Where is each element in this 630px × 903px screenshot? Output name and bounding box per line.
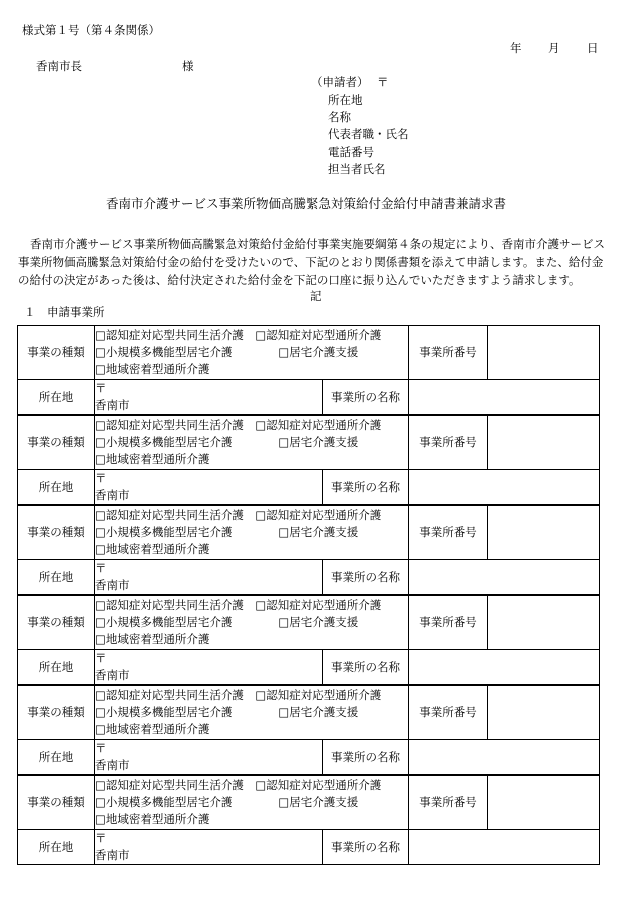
location-field[interactable] [95, 740, 323, 776]
office-no-field[interactable] [488, 775, 600, 830]
label-location: 所在地 [18, 470, 95, 506]
ki-label: 記 [310, 289, 322, 303]
postal-mark: 〒 [95, 651, 107, 665]
city-name: 香南市 [95, 398, 130, 412]
type-options [95, 595, 409, 650]
option-kyotaku[interactable]: □居宅介護支援 [278, 435, 359, 449]
label-office-name: 事業所の名称 [323, 830, 409, 865]
option-tsusho[interactable]: □認知症対応型通所介護 [255, 328, 382, 342]
label-location: 所在地 [18, 830, 95, 865]
label-office-no: 事業所番号 [409, 595, 488, 650]
label-location: 所在地 [18, 740, 95, 776]
table-row [18, 470, 600, 506]
type-options [95, 415, 409, 470]
office-no-field[interactable] [488, 505, 600, 560]
label-office-name: 事業所の名称 [323, 650, 409, 686]
date-month: 月 [548, 41, 560, 55]
addressee: 香南市長 [36, 59, 82, 73]
office-no-field[interactable] [488, 685, 600, 740]
postal-mark: 〒 [95, 831, 107, 845]
label-location: 所在地 [18, 650, 95, 686]
label-type: 事業の種類 [18, 326, 95, 380]
option-tsusho[interactable]: □認知症対応型通所介護 [255, 778, 382, 792]
table-row [18, 380, 600, 416]
option-kyodo[interactable]: □認知症対応型共同生活介護 [95, 598, 244, 612]
table-row [18, 775, 600, 830]
city-name: 香南市 [95, 758, 130, 772]
applicant-field-representative: 代表者職・氏名 [328, 127, 409, 141]
location-field[interactable] [95, 830, 323, 865]
option-kyotaku[interactable]: □居宅介護支援 [278, 525, 359, 539]
label-type: 事業の種類 [18, 685, 95, 740]
office-name-field[interactable] [409, 650, 600, 686]
option-shokibo[interactable]: □小規模多機能型居宅介護 [95, 435, 233, 449]
city-name: 香南市 [95, 578, 130, 592]
applicant-field-phone: 電話番号 [328, 145, 374, 159]
form-number: 様式第１号（第４条関係） [22, 23, 160, 37]
option-kyodo[interactable]: □認知症対応型共同生活介護 [95, 508, 244, 522]
city-name: 香南市 [95, 848, 130, 862]
table-row [18, 650, 600, 686]
label-office-no: 事業所番号 [409, 775, 488, 830]
office-name-field[interactable] [409, 470, 600, 506]
applicant-field-address: 所在地 [328, 93, 363, 107]
option-kyodo[interactable]: □認知症対応型共同生活介護 [95, 778, 244, 792]
label-location: 所在地 [18, 560, 95, 596]
option-kyotaku[interactable]: □居宅介護支援 [278, 345, 359, 359]
option-shokibo[interactable]: □小規模多機能型居宅介護 [95, 525, 233, 539]
label-office-name: 事業所の名称 [323, 560, 409, 596]
label-office-name: 事業所の名称 [323, 470, 409, 506]
label-type: 事業の種類 [18, 595, 95, 650]
type-options [95, 505, 409, 560]
option-tsusho[interactable]: □認知症対応型通所介護 [255, 688, 382, 702]
date-day: 日 [587, 41, 599, 55]
honorific: 様 [182, 59, 194, 73]
office-no-field[interactable] [488, 415, 600, 470]
option-kyotaku[interactable]: □居宅介護支援 [278, 705, 359, 719]
document-body: 香南市介護サービス事業所物価高騰緊急対策給付金給付事業実施要綱第４条の規定により、香南市介護サービス事業所物価高騰緊急対策給付金の給付を受けたいので、下記のとおり関係書類を添えて申請します。また、給付金の給付の決定があった後は、給付決定された給付金を下記の口座に振り込んでいただきますよう請求します。 [18, 237, 605, 287]
option-shokibo[interactable]: □小規模多機能型居宅介護 [95, 615, 233, 629]
label-office-no: 事業所番号 [409, 685, 488, 740]
label-location: 所在地 [18, 380, 95, 416]
option-tsusho[interactable]: □認知症対応型通所介護 [255, 598, 382, 612]
option-kyodo[interactable]: □認知症対応型共同生活介護 [95, 688, 244, 702]
option-chiiki[interactable]: □地域密着型通所介護 [95, 632, 210, 646]
option-kyotaku[interactable]: □居宅介護支援 [278, 795, 359, 809]
option-shokibo[interactable]: □小規模多機能型居宅介護 [95, 705, 233, 719]
table-row [18, 505, 600, 560]
option-kyotaku[interactable]: □居宅介護支援 [278, 615, 359, 629]
option-chiiki[interactable]: □地域密着型通所介護 [95, 542, 210, 556]
type-options [95, 326, 409, 380]
type-options [95, 775, 409, 830]
office-name-field[interactable] [409, 380, 600, 416]
office-no-field[interactable] [488, 595, 600, 650]
location-field[interactable] [95, 470, 323, 506]
office-name-field[interactable] [409, 740, 600, 776]
postal-mark: 〒 [95, 741, 107, 755]
location-field[interactable] [95, 560, 323, 596]
label-type: 事業の種類 [18, 775, 95, 830]
table-row [18, 595, 600, 650]
postal-mark: 〒 [95, 561, 107, 575]
option-kyodo[interactable]: □認知症対応型共同生活介護 [95, 328, 244, 342]
option-shokibo[interactable]: □小規模多機能型居宅介護 [95, 345, 233, 359]
label-office-no: 事業所番号 [409, 415, 488, 470]
office-no-field[interactable] [488, 326, 600, 380]
label-office-name: 事業所の名称 [323, 740, 409, 776]
label-office-no: 事業所番号 [409, 505, 488, 560]
option-chiiki[interactable]: □地域密着型通所介護 [95, 452, 210, 466]
postal-mark: 〒 [95, 381, 107, 395]
table-row [18, 685, 600, 740]
applicant-field-contact: 担当者氏名 [328, 162, 386, 176]
date-year: 年 [510, 41, 522, 55]
office-table [17, 325, 600, 865]
option-kyodo[interactable]: □認知症対応型共同生活介護 [95, 418, 244, 432]
option-shokibo[interactable]: □小規模多機能型居宅介護 [95, 795, 233, 809]
applicant-field-name: 名称 [328, 110, 351, 124]
location-field[interactable] [95, 650, 323, 686]
applicant-heading: （申請者） [311, 75, 369, 89]
label-type: 事業の種類 [18, 505, 95, 560]
label-office-name: 事業所の名称 [323, 380, 409, 416]
office-name-field[interactable] [409, 830, 600, 865]
office-name-field[interactable] [409, 560, 600, 596]
location-field[interactable] [95, 380, 323, 416]
table-row [18, 560, 600, 596]
label-type: 事業の種類 [18, 415, 95, 470]
table-row [18, 740, 600, 776]
city-name: 香南市 [95, 488, 130, 502]
option-chiiki[interactable]: □地域密着型通所介護 [95, 362, 210, 376]
document-title: 香南市介護サービス事業所物価高騰緊急対策給付金給付申請書兼請求書 [106, 196, 507, 211]
option-chiiki[interactable]: □地域密着型通所介護 [95, 812, 210, 826]
option-tsusho[interactable]: □認知症対応型通所介護 [255, 418, 382, 432]
table-row [18, 326, 600, 380]
table-row [18, 830, 600, 865]
label-office-no: 事業所番号 [409, 326, 488, 380]
city-name: 香南市 [95, 668, 130, 682]
option-tsusho[interactable]: □認知症対応型通所介護 [255, 508, 382, 522]
table-row [18, 415, 600, 470]
applicant-postal-mark: 〒 [377, 75, 389, 89]
option-chiiki[interactable]: □地域密着型通所介護 [95, 722, 210, 736]
postal-mark: 〒 [95, 471, 107, 485]
section-heading: １ 申請事業所 [24, 305, 105, 319]
type-options [95, 685, 409, 740]
